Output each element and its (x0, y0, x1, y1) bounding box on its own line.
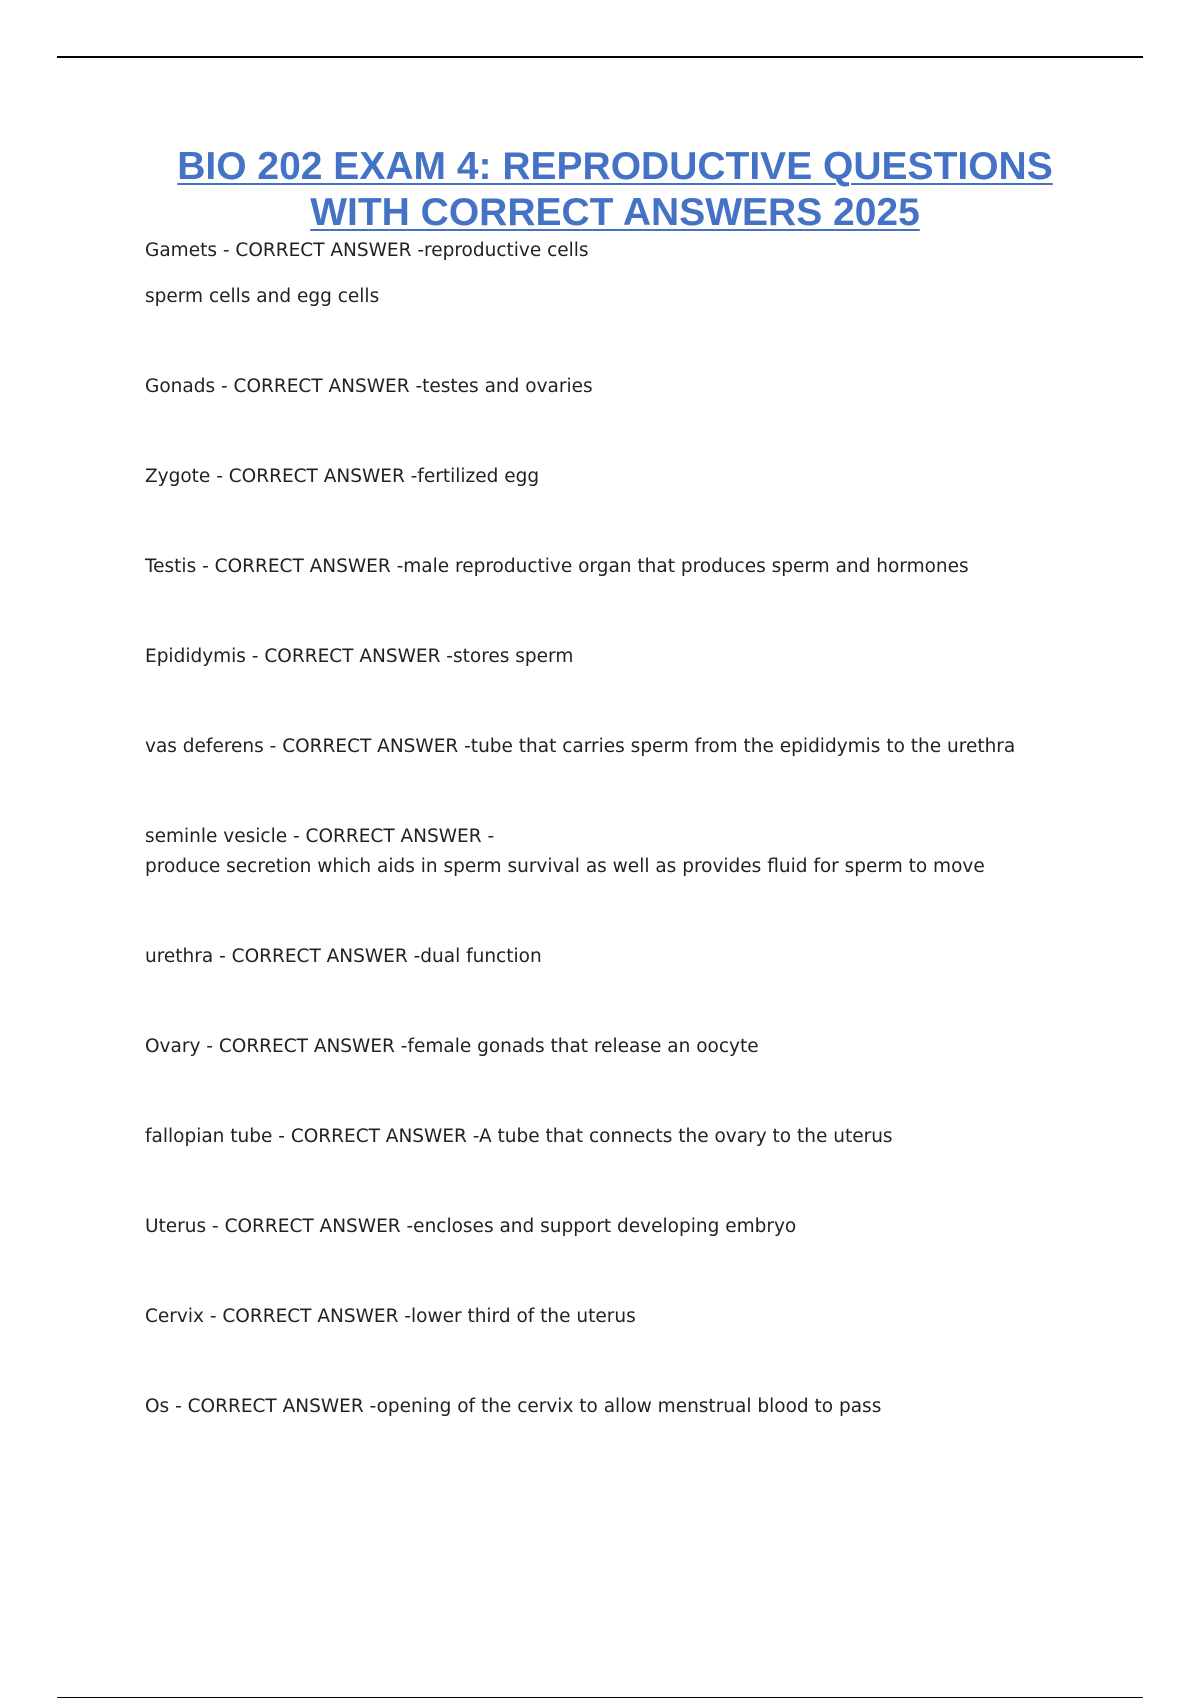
flashcard-entry-os (145, 1392, 1145, 1422)
entry-text: Os - CORRECT ANSWER -opening of the cervix to allow menstrual blood to pass (145, 1396, 882, 1417)
flashcard-entry-epididymis (145, 642, 1145, 672)
flashcard-entry-fallopian-tube (145, 1122, 1145, 1152)
flashcard-entry-gonads (145, 372, 1145, 402)
entry-text: seminle vesicle - CORRECT ANSWER - (145, 826, 495, 847)
entry-text: Testis - CORRECT ANSWER -male reproductive organ that produces sperm and hormones (145, 556, 969, 577)
bottom-horizontal-rule (57, 1697, 1143, 1698)
entry-text: Ovary - CORRECT ANSWER -female gonads that release an oocyte (145, 1036, 759, 1057)
entry-text: Zygote - CORRECT ANSWER -fertilized egg (145, 466, 540, 487)
flashcard-entry-gamets-continuation (145, 282, 1145, 312)
flashcard-entry-urethra (145, 942, 1145, 972)
entry-text: sperm cells and egg cells (145, 286, 380, 307)
entry-text: Cervix - CORRECT ANSWER -lower third of the uterus (145, 1306, 636, 1327)
entry-text: Uterus - CORRECT ANSWER -encloses and support developing embryo (145, 1216, 797, 1237)
document-title (60, 144, 1170, 236)
flashcard-entry-uterus (145, 1212, 1145, 1242)
entry-text: urethra - CORRECT ANSWER -dual function (145, 946, 542, 967)
flashcard-entry-testis (145, 552, 1145, 582)
entry-text: fallopian tube - CORRECT ANSWER -A tube that connects the ovary to the uterus (145, 1126, 893, 1147)
entry-text: Epididymis - CORRECT ANSWER -stores sperm (145, 646, 574, 667)
flashcard-entry-cervix (145, 1302, 1145, 1332)
document-title-line-1: BIO 202 EXAM 4: REPRODUCTIVE QUESTIONS (177, 145, 1053, 188)
entry-text: Gonads - CORRECT ANSWER -testes and ovaries (145, 376, 593, 397)
top-horizontal-rule (57, 56, 1143, 58)
entry-text: Gamets - CORRECT ANSWER -reproductive cells (145, 240, 589, 261)
flashcard-entry-zygote (145, 462, 1145, 492)
flashcard-entry-vas-deferens (145, 732, 1145, 762)
document-title-line-2: WITH CORRECT ANSWERS 2025 (310, 191, 920, 234)
flashcard-entry-gamets (145, 236, 1145, 266)
flashcard-entry-seminal-vesicle (145, 822, 1145, 882)
entry-text: vas deferens - CORRECT ANSWER -tube that carries sperm from the epididymis to the urethra (145, 736, 1016, 757)
entry-text-continuation: produce secretion which aids in sperm survival as well as provides fluid for sperm to move (145, 856, 985, 877)
flashcard-entry-ovary (145, 1032, 1145, 1062)
flashcard-list (145, 236, 1145, 1422)
